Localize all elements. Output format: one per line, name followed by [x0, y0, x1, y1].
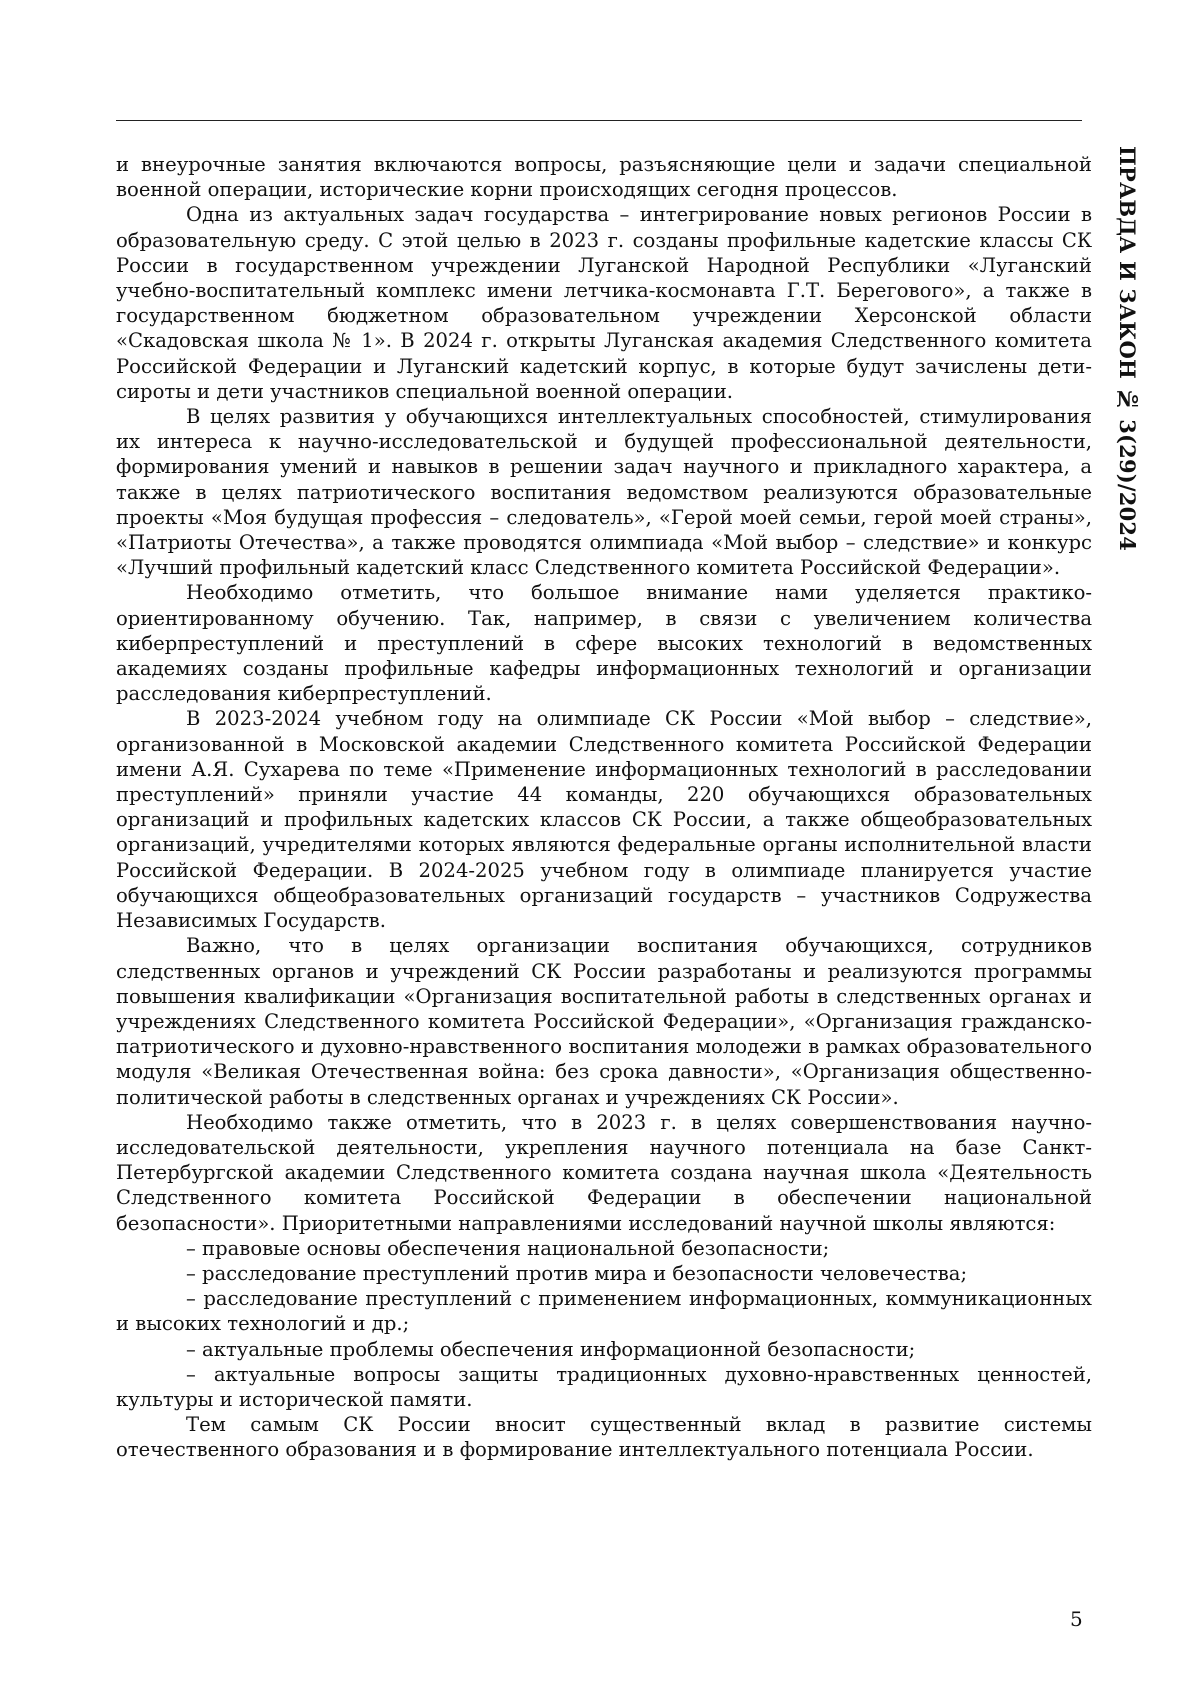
paragraph-educational-projects: В целях развития у обучающихся интеллектуальных способностей, стимулирования их интереса к научно-исследовательской и будущей профессиональной деятельности, формирования умений и навыков в решении задач научного и прикладного характера, а также в целях патриотического воспитания ведомством реализуются образовательные проекты «Моя будущая профессия – следователь», «Герой моей семьи, герой моей страны», «Патриоты Отечества», а также проводятся олимпиада «Мой выбор – следствие» и конкурс «Лучший профильный кадетский класс Следственного комитета Российской Федерации». — [116, 404, 1092, 580]
paragraph-closing: Тем самым СК России вносит существенный вклад в развитие системы отечественного образования и в формирование интеллектуального потенциала России. — [116, 1412, 1092, 1462]
list-item: – актуальные вопросы защиты традиционных духовно-нравственных ценностей, культуры и исторической памяти. — [116, 1362, 1092, 1412]
paragraph-practice-oriented: Необходимо отметить, что большое внимание нами уделяется практико-ориентированному обучению. Так, например, в связи с увеличением количества киберпреступлений и преступлений в сфере высоких технологий в ведомственных академиях созданы профильные кафедры информационных технологий и организации расследования киберпреступлений. — [116, 580, 1092, 706]
header-rule — [116, 120, 1082, 121]
list-item: – расследование преступлений с применением информационных, коммуникационных и высоких технологий и др.; — [116, 1286, 1092, 1336]
paragraph-new-regions: Одна из актуальных задач государства – интегрирование новых регионов России в образовательную среду. С этой целью в 2023 г. созданы профильные кадетские классы СК России в государственном учреждении Луганской Народной Республики «Луганский учебно-воспитательный комплекс имени летчика-космонавта Г.Т. Берегового», а также в государственном бюджетном образовательном учреждении Херсонской области «Скадовская школа № 1». В 2024 г. открыты Луганская академия Следственного комитета Российской Федерации и Луганский кадетский корпус, в которые будут зачислены дети-сироты и дети участников специальной военной операции. — [116, 202, 1092, 404]
list-item: – правовые основы обеспечения национальной безопасности; — [116, 1236, 1092, 1261]
paragraph-qualification-programs: Важно, что в целях организации воспитания обучающихся, сотрудников следственных органов и учреждений СК России разработаны и реализуются программы повышения квалификации «Организация воспитательной работы в следственных органах и учреждениях Следственного комитета Российской Федерации», «Организация гражданско-патриотического и духовно-нравственного воспитания молодежи в рамках образовательного модуля «Великая Отечественная война: без срока давности», «Организация общественно-политической работы в следственных органах и учреждениях СК России». — [116, 933, 1092, 1109]
article-body — [116, 152, 1092, 1463]
list-item: – актуальные проблемы обеспечения информационной безопасности; — [116, 1337, 1092, 1362]
paragraph-scientific-school: Необходимо также отметить, что в 2023 г. в целях совершенствования научно-исследовательской деятельности, укрепления научного потенциала на базе Санкт-Петербургской академии Следственного комитета создана научная школа «Деятельность Следственного комитета Российской Федерации в обеспечении национальной безопасности». Приоритетными направлениями исследований научной школы являются: — [116, 1110, 1092, 1236]
paragraph-olympiad: В 2023-2024 учебном году на олимпиаде СК России «Мой выбор – следствие», организованной в Московской академии Следственного комитета Российской Федерации имени А.Я. Сухарева по теме «Применение информационных технологий в расследовании преступлений» приняли участие 44 команды, 220 обучающихся образовательных организаций и профильных кадетских классов СК России, а также общеобразовательных организаций, учредителями которых являются федеральные органы исполнительной власти Российской Федерации. В 2024-2025 учебном году в олимпиаде планируется участие обучающихся общеобразовательных организаций государств – участников Содружества Независимых Государств. — [116, 706, 1092, 933]
journal-running-header: ПРАВДА И ЗАКОН № 3(29)/2024 — [1110, 146, 1144, 536]
paragraph-continuation: и внеурочные занятия включаются вопросы, разъясняющие цели и задачи специальной военной операции, исторические корни происходящих сегодня процессов. — [116, 152, 1092, 202]
list-item: – расследование преступлений против мира и безопасности человечества; — [116, 1261, 1092, 1286]
page-number: 5 — [1070, 1607, 1083, 1631]
